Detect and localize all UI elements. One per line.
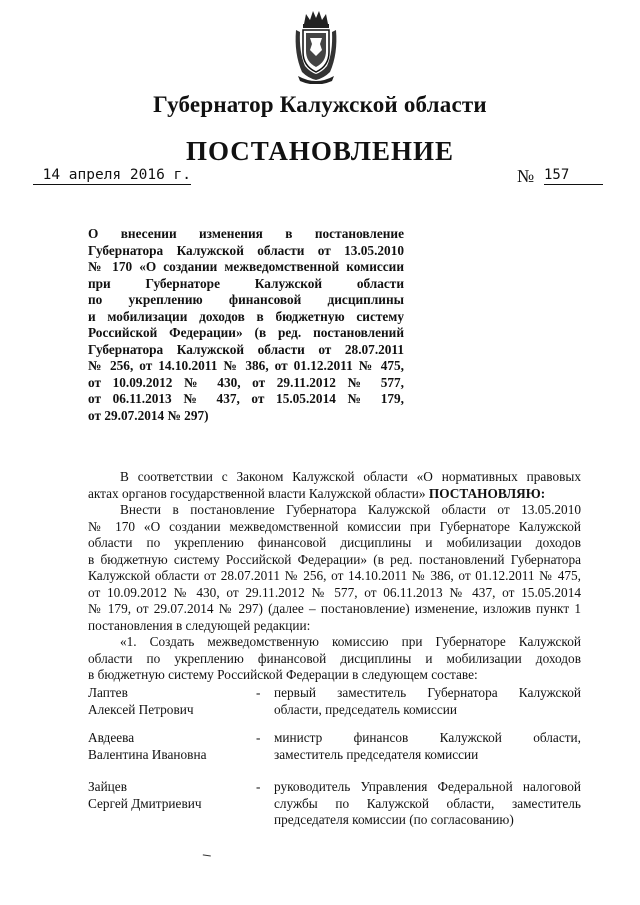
- role-line: службы по Калужской области, заместитель: [274, 795, 581, 811]
- member-role: [274, 685, 581, 718]
- role-line: руководитель Управления Федеральной налоговой: [274, 779, 581, 794]
- body-line: Калужской области от 28.07.2011 № 256, от 14.10.2011 № 386, от 01.12.2011 № 475,: [88, 568, 581, 583]
- document-body: [88, 469, 581, 684]
- subject-line: Губернатора Калужской области от 13.05.2010: [88, 242, 404, 258]
- subject-line: № 256, от 14.10.2011 № 386, от 01.12.2011 № 475,: [88, 358, 404, 373]
- subject-line: и мобилизации доходов в бюджетную систему: [88, 308, 404, 324]
- member-dash: -: [256, 779, 261, 794]
- subject-line: от 06.11.2013 № 437, от 15.05.2014 № 179,: [88, 391, 404, 406]
- member-given-name: Валентина Ивановна: [88, 746, 207, 762]
- body-line: [88, 486, 581, 503]
- member-name: [88, 685, 261, 718]
- subject-line: при Губернаторе Калужской области: [88, 275, 404, 291]
- number-value: 157: [544, 167, 603, 185]
- member-dash: -: [256, 730, 261, 745]
- member-entry: [88, 730, 581, 779]
- organization-title: Губернатор Калужской области: [153, 92, 487, 117]
- body-line: области по укреплению финансовой дисциплины и мобилизации доходов: [88, 650, 581, 666]
- subject-line: от 29.07.2014 № 297): [88, 407, 209, 423]
- document-type: ПОСТАНОВЛЕНИЕ: [185, 136, 455, 166]
- member-name: [88, 730, 261, 763]
- member-given-name: Алексей Петрович: [88, 701, 194, 717]
- member-surname: Зайцев: [88, 779, 127, 794]
- role-line: первый заместитель Губернатора Калужской: [274, 685, 581, 700]
- body-line: «1. Создать межведомственную комиссию при Губернаторе Калужской: [120, 634, 581, 649]
- body-line: № 179, от 29.07.2014 № 297) (далее – постановление) изменение, изложив пункт 1: [88, 601, 581, 616]
- body-line: в бюджетную систему Российской Федерации в следующем составе:: [88, 667, 478, 682]
- role-line: министр финансов Калужской области,: [274, 730, 581, 745]
- member-surname: Авдеева: [88, 730, 135, 745]
- member-role: [274, 779, 581, 829]
- role-line: заместитель председателя комиссии: [274, 746, 479, 762]
- number-sign: №: [517, 166, 535, 186]
- body-text: актах органов государственной власти Калужской области»: [88, 485, 426, 501]
- body-line: Внести в постановление Губернатора Калужской области от 13.05.2010: [120, 502, 581, 517]
- body-line: В соответствии с Законом Калужской области «О нормативных правовых: [120, 469, 581, 484]
- body-line: от 10.09.2012 № 430, от 29.11.2012 № 577, от 06.11.2013 № 437, от 15.05.2014: [88, 584, 581, 600]
- member-given-name: Сергей Дмитриевич: [88, 795, 202, 811]
- member-name: [88, 779, 261, 812]
- decree-word: ПОСТАНОВЛЯЮ:: [428, 485, 546, 501]
- subject-line: Губернатора Калужской области от 28.07.2011: [88, 341, 404, 357]
- body-line: области по укреплению финансовой дисциплины и мобилизации доходов: [88, 535, 581, 550]
- document-date: 14 апреля 2016 г.: [33, 166, 191, 185]
- member-dash: -: [256, 685, 261, 700]
- body-line: № 170 «О создании межведомственной комиссии при Губернаторе Калужской: [88, 518, 581, 534]
- document-number: [517, 166, 603, 186]
- member-entry: [88, 779, 581, 831]
- role-line: области, председатель комиссии: [274, 701, 457, 717]
- subject-line: Российской Федерации» (в ред. постановлений: [88, 325, 404, 340]
- body-line: в бюджетную систему Российской Федерации» (в ред. постановлений Губернатора: [88, 551, 581, 567]
- member-role: [274, 730, 581, 763]
- subject-line: по укреплению финансовой дисциплины: [88, 292, 404, 307]
- kaluga-coat-of-arms-icon: [292, 8, 340, 84]
- subject-line: О внесении изменения в постановление: [88, 226, 404, 241]
- subject-line: от 10.09.2012 № 430, от 29.11.2012 № 577,: [88, 374, 404, 390]
- member-entry: [88, 685, 581, 730]
- scan-mark: [203, 851, 211, 856]
- document-subject: [88, 226, 404, 424]
- commission-members: [88, 685, 581, 831]
- role-line: председателя комиссии (по согласованию): [274, 812, 514, 827]
- subject-line: № 170 «О создании межведомственной комиссии: [88, 259, 404, 274]
- body-line: постановления в следующей редакции:: [88, 617, 311, 633]
- member-surname: Лаптев: [88, 685, 128, 700]
